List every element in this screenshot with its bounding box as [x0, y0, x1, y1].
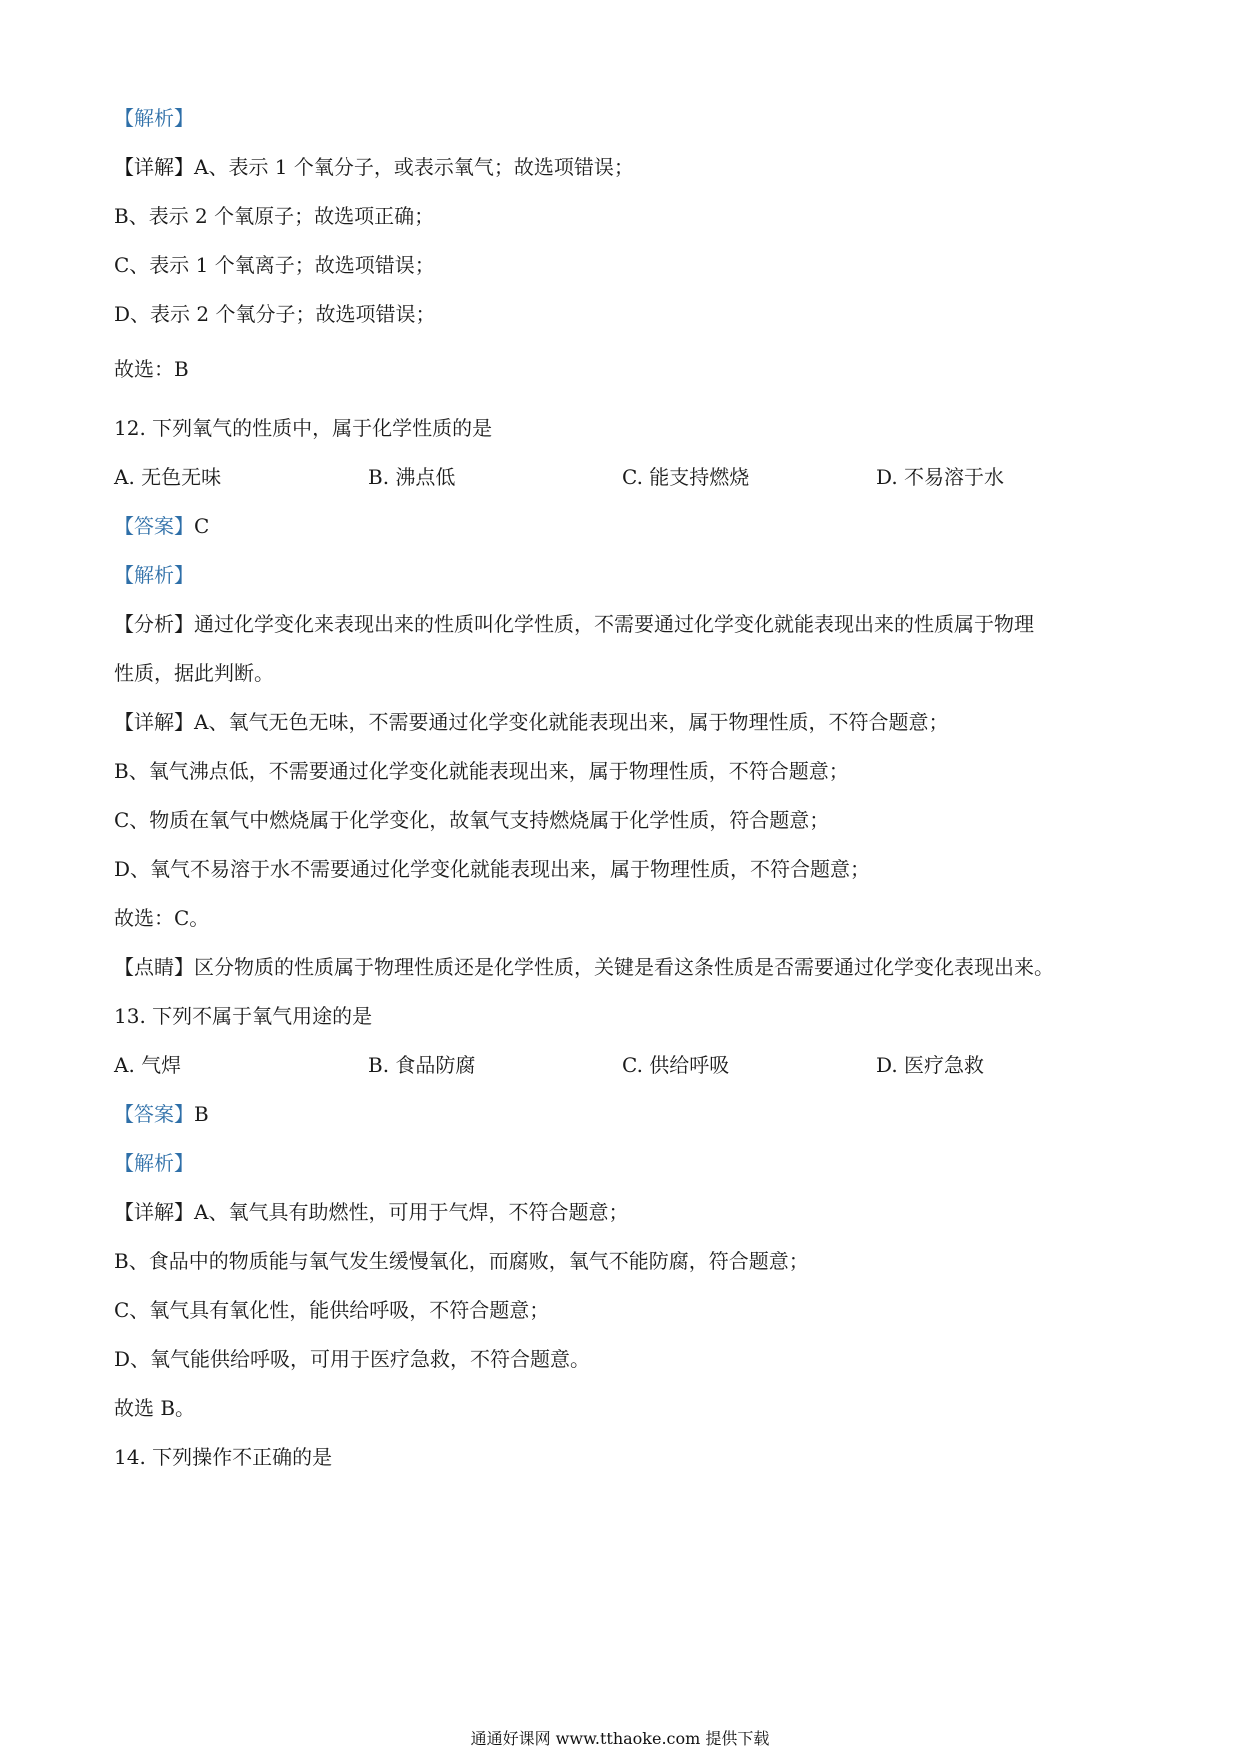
jiexi-heading-q13: 【解析】	[114, 1151, 194, 1175]
xiangjie-tag: 【详解】	[114, 1200, 194, 1224]
q12-question: 12. 下列氧气的性质中，属于化学性质的是	[114, 416, 493, 440]
q11-line-b: B、表示 2 个氧原子；故选项正确；	[114, 204, 435, 228]
q13-option-d: D. 医疗急救	[876, 1053, 985, 1077]
q13-option-a: A. 气焊	[114, 1053, 182, 1077]
q12-xiangjie-a-text: A、氧气无色无味，不需要通过化学变化就能表现出来，属于物理性质，不符合题意；	[194, 710, 949, 734]
q13-line-b: B、食品中的物质能与氧气发生缓慢氧化，而腐败，氧气不能防腐，符合题意；	[114, 1249, 809, 1273]
q13-line-d: D、氧气能供给呼吸，可用于医疗急救，不符合题意。	[114, 1347, 591, 1371]
fenxi-tag: 【分析】	[114, 612, 194, 636]
q12-fenxi-1	[114, 610, 1034, 638]
q12-dianjing	[114, 953, 1054, 981]
q11-xiangjie-a	[114, 153, 634, 181]
q11-result: 故选：B	[114, 357, 189, 381]
q12-option-c: C. 能支持燃烧	[622, 465, 750, 489]
page-footer: 通通好课网 www.tthaoke.com 提供下载	[470, 1729, 770, 1748]
q12-line-b: B、氧气沸点低，不需要通过化学变化就能表现出来，属于物理性质，不符合题意；	[114, 759, 849, 783]
q12-answer-value: C	[194, 514, 210, 538]
q12-result: 故选：C。	[114, 906, 210, 930]
q13-answer	[114, 1100, 209, 1128]
xiangjie-tag: 【详解】	[114, 155, 194, 179]
q13-line-c: C、氧气具有氧化性，能供给呼吸，不符合题意；	[114, 1298, 550, 1322]
q11-line-c: C、表示 1 个氧离子；故选项错误；	[114, 253, 435, 277]
q11-line-d: D、表示 2 个氧分子；故选项错误；	[114, 302, 436, 326]
dianjing-tag: 【点睛】	[114, 955, 194, 979]
jiexi-heading-q11: 【解析】	[114, 106, 194, 130]
q14-question: 14. 下列操作不正确的是	[114, 1445, 333, 1469]
q12-option-b: B. 沸点低	[368, 465, 456, 489]
q12-dianjing-text: 区分物质的性质属于物理性质还是化学性质，关键是看这条性质是否需要通过化学变化表现出来。	[194, 955, 1054, 979]
xiangjie-tag: 【详解】	[114, 710, 194, 734]
q12-xiangjie-a	[114, 708, 948, 736]
jiexi-heading-q12: 【解析】	[114, 563, 194, 587]
q13-option-c: C. 供给呼吸	[622, 1053, 730, 1077]
q12-answer	[114, 512, 209, 540]
q13-result: 故选 B。	[114, 1396, 196, 1420]
q13-option-b: B. 食品防腐	[368, 1053, 476, 1077]
q13-xiangjie-a	[114, 1198, 628, 1226]
q12-option-a: A. 无色无味	[114, 465, 222, 489]
q13-answer-value: B	[194, 1102, 209, 1126]
q11-xiangjie-a-text: A、表示 1 个氧分子，或表示氧气；故选项错误；	[194, 155, 634, 179]
daan-tag: 【答案】	[114, 514, 194, 538]
q12-option-d: D. 不易溶于水	[876, 465, 1005, 489]
daan-tag: 【答案】	[114, 1102, 194, 1126]
q12-line-c: C、物质在氧气中燃烧属于化学变化，故氧气支持燃烧属于化学性质，符合题意；	[114, 808, 830, 832]
q12-fenxi-1-text: 通过化学变化来表现出来的性质叫化学性质，不需要通过化学变化就能表现出来的性质属于物理	[194, 612, 1034, 636]
q12-line-d: D、氧气不易溶于水不需要通过化学变化就能表现出来，属于物理性质，不符合题意；	[114, 857, 871, 881]
q13-xiangjie-a-text: A、氧气具有助燃性，可用于气焊，不符合题意；	[194, 1200, 629, 1224]
q13-question: 13. 下列不属于氧气用途的是	[114, 1004, 373, 1028]
q12-fenxi-2: 性质，据此判断。	[114, 661, 274, 685]
